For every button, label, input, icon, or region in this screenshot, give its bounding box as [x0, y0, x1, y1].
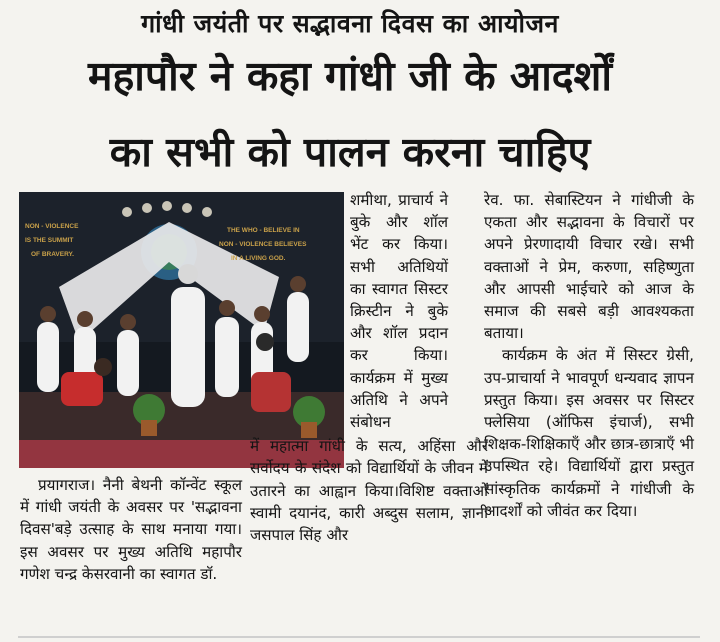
column-3-paragraph-1: रेव. फा. सेबास्टियन ने गांधीजी के एकता और सद्भावना के विचारों पर अपने प्रेरणादायी विचार रखे। सभी वक्ताओं ने प्रेम, करुणा, सहिष्णुता और आपसी भाईचारे को आज के समाज की सबसे बड़ी आवश्यकता बताया। [484, 191, 694, 343]
column-3-paragraph-2: कार्यक्रम के अंत में सिस्टर ग्रेसी, उप-प्राचार्या ने भावपूर्ण धन्यवाद ज्ञापन प्रस्तुत किया। इस अवसर पर सिस्टर फ्लेसिया (ऑफिस इंचार्ज), सभी शिक्षक-शिक्षिकाएँ और छात्र-छात्राएँ भी उपस्थित रहे। विद्यार्थियों द्वारा प्रस्तुत सांस्कृतिक कार्यक्रमों ने गांधीजी के आदर्शों को जीवंत कर दिया। [484, 346, 694, 520]
column-1-paragraph: प्रयागराज। नैनी बेथनी कॉन्वेंट स्कूल में गांधी जयंती के अवसर पर 'सद्भावना दिवस'बड़े उत्साह के साथ मनाया गया। इस अवसर पर मुख्य अतिथि महापौर गणेश चन्द्र केसरवानी का स्वागत डॉ. [20, 476, 242, 583]
banner-right-line-1: THE WHO - BELIEVE IN [227, 227, 300, 234]
column-2-full-text: में महात्मा गांधी के सत्य, अहिंसा और सर्वोदय के संदेश को विद्यार्थियों के जीवन में उतारने का आह्वान किया।विशिष्ट वक्ताओं स्वामी दयानंद, कारी अब्दुस सलाम, ज्ञानी जसपाल सिंह और [250, 437, 488, 545]
headline-line-2: का सभी को पालन करना चाहिए [109, 128, 591, 176]
article-kicker: गांधी जयंती पर सद्भावना दिवस का आयोजन [141, 9, 559, 38]
article-column-3 [484, 189, 694, 522]
headline-line-1: महापौर ने कहा गांधी जी के आदर्शों [87, 52, 613, 100]
banner-right-line-3: IN A LIVING GOD. [231, 255, 286, 262]
article-column-2 [250, 189, 488, 546]
banner-right-line-2: NON - VIOLENCE BELIEVES [219, 241, 307, 248]
banner-left-line-2: IS THE SUMMIT [25, 237, 74, 244]
banner-left-line-3: OF BRAVERY. [31, 251, 74, 258]
article-column-1 [20, 474, 242, 585]
banner-left-line-1: NON - VIOLENCE [25, 223, 79, 230]
column-2-narrow-text: शमीथा, प्राचार्य ने बुके और शॉल भेंट कर किया। सभी अतिथियों का स्वागत सिस्टर क्रिस्टीन ने बुके और शॉल प्रदान कर किया।कार्यक्रम में मुख्य अतिथि ने अपने संबोधन [350, 191, 448, 432]
bottom-rule [18, 636, 700, 638]
